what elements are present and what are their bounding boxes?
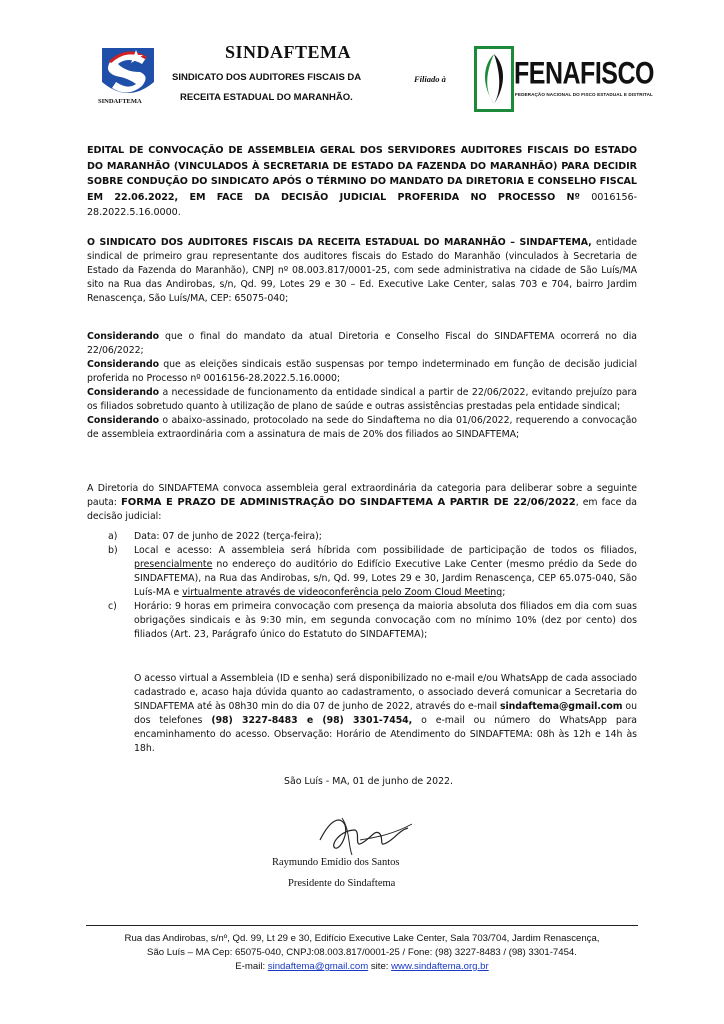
item-horario: Horário: 9 horas em primeira convocação com presença da maioria absoluta dos filiados em dia com suas obrigações sindicais e às 9:30 min, em segunda convocação com no mínimo 10% (dez por cento) dos filiados (Art. 23, Parágrafo único do Estatuto do SINDAFTEMA); (134, 601, 637, 640)
fenafisco-subtitle: FEDERAÇÃO NACIONAL DO FISCO ESTADUAL E DISTRITAL (515, 92, 653, 97)
edital-title-text: EDITAL DE CONVOCAÇÃO DE ASSEMBLEIA GERAL DOS SERVIDORES AUDITORES FISCAIS DO ESTADO DO MARANHÃO (VINCULADOS À SECRETARIA DE ESTADO DA FAZENDA DO MARANHÃO) PARA DECIDIR SOBRE CONDUÇÃO DO SINDICATO APÓS O TÉRMINO DO MANDATO DA DIRETORIA E CONSELHO FISCAL EM 22.06.2022, EM FACE DA DECISÃO JUDICIAL PROFERIDA NO PROCESSO Nº (87, 145, 637, 203)
list-marker: c) (108, 601, 117, 612)
considerando-item (87, 358, 637, 386)
org-subtitle-line1: SINDICATO DOS AUDITORES FISCAIS DA (172, 72, 362, 83)
item-local-text: ; (502, 587, 506, 598)
considerando-text: a necessidade de funcionamento da entidade sindical a partir de 22/06/2022, evitando prejuízo para os filiados sobretudo quanto à utilização de plano de saúde e outras assistências prestadas pela entidade sindical; (87, 387, 637, 412)
footer-divider (86, 925, 638, 926)
place-date: São Luís - MA, 01 de junho de 2022. (284, 776, 453, 787)
edital-title (87, 143, 637, 221)
org-subtitle-line2: RECEITA ESTADUAL DO MARANHÃO. (180, 92, 353, 103)
considerando-item (87, 414, 637, 442)
org-name: SINDAFTEMA (225, 42, 352, 62)
footer-email-link[interactable]: sindaftema@gmail.com (267, 961, 369, 972)
list-item (108, 530, 637, 544)
considerando-item (87, 386, 637, 414)
list-marker: b) (108, 545, 118, 556)
footer-contact (0, 961, 724, 972)
item-date: Data: 07 de junho de 2022 (terça-feira); (134, 531, 322, 542)
considerando-lead: Considerando (87, 415, 160, 426)
convocation-paragraph (87, 482, 637, 524)
list-item (108, 544, 637, 600)
item-local-text: Local e acesso: A assembleia será híbrida com possibilidade de participação de todos os filiados, (134, 545, 637, 556)
footer-site-label: site: (368, 961, 392, 972)
signer-name: Raymundo Emídio dos Santos (272, 857, 400, 868)
filiado-label: Filiado à (414, 74, 446, 84)
access-text: o e-mail ou número do WhatsApp para encaminhamento do acesso. Observação: Horário de Atendimento do SINDAFTEMA: 08h às 12h e 14h às 18h. (134, 715, 637, 754)
convocation-agenda: FORMA E PRAZO DE ADMINISTRAÇÃO DO SINDAFTEMA A PARTIR DE 22/06/2022 (121, 497, 576, 508)
convocation-post: , em face da decisão judicial: (87, 497, 638, 522)
edital-process-number: 0016156-28.2022.5.16.0000. (87, 191, 637, 218)
convocation-items (108, 530, 637, 642)
footer-address-line1: Rua das Andirobas, s/nº, Qd. 99, Lt 29 e 30, Edifício Executive Lake Center, Sala 703/704, Jardim Renascença, (124, 933, 600, 944)
list-marker: a) (108, 531, 118, 542)
access-text: O acesso virtual a Assembleia (ID e senha) será disponibilizado no e-mail e/ou WhatsApp de cada associado cadastrado e, acaso haja dúvida quanto ao cadastramento, o associado deverá comunicar a Secretaria do SINDAFTEMA até às 08h30 min do dia 07 de junho de 2022, através do e-mail (134, 673, 637, 712)
item-local-underline: virtualmente através de videoconferência pelo Zoom Cloud Meeting (182, 587, 503, 598)
signer-role: Presidente do Sindaftema (288, 878, 396, 889)
considerando-lead: Considerando (87, 331, 160, 342)
item-local-underline: presencialmente (134, 559, 213, 570)
access-email: sindaftema@gmail.com (499, 701, 623, 712)
considerando-lead: Considerando (87, 387, 160, 398)
item-local-text: no endereço do auditório do Edifício Executive Lake Center (mesmo prédio da Sede do SINDAFTEMA), na Rua das Andirobas, s/n, Qd. 99, Lotes 29 e 30, Jardim Renascença, CEP 65.075-040, São Luís-MA e (134, 559, 637, 598)
intro-entity: O SINDICATO DOS AUDITORES FISCAIS DA RECEITA ESTADUAL DO MARANHÃO – SINDAFTEMA, (87, 237, 592, 248)
intro-paragraph (87, 236, 637, 306)
intro-rest: entidade sindical de primeiro grau representante dos auditores fiscais do Estado do Maranhão (vinculados à Secretaria de Estado da Fazenda do Maranhão), CNPJ nº 08.003.817/0001-25, com sede administrativa na cidade de São Luís/MA sito na Rua das Andirobas, s/n, Qd. 99, Lotes 29 e 30 – Ed. Executive Lake Center, salas 703 e 704, bairro Jardim Renascença, São Luís/MA, CEP: 65075-040; (87, 237, 637, 304)
considerando-text: que o final do mandato da atual Diretoria e Conselho Fiscal do SINDAFTEMA ocorrerá no dia 22/06/2022; (87, 331, 637, 356)
convocation-pre: A Diretoria do SINDAFTEMA convoca assembleia geral extraordinária da categoria para deliberar sobre a seguinte pauta: (87, 483, 637, 508)
footer-email-label: E-mail: (235, 961, 268, 972)
list-item (108, 600, 637, 642)
access-text: ou dos telefones (134, 701, 637, 726)
footer-address-line2: São Luís – MA Cep: 65075-040, CNPJ:08.003.817/0001-25 / Fone: (98) 3227-8483 / (98) 3301-7454. (147, 947, 577, 958)
considerando-lead: Considerando (87, 359, 160, 370)
access-phones: (98) 3227-8483 e (98) 3301-7454, (211, 715, 413, 726)
considerando-text: o abaixo-assinado, protocolado na sede do Sindaftema no dia 01/06/2022, requerendo a convocação de assembleia extraordinária com a assinatura de mais de 20% dos filiados ao SINDAFTEMA; (87, 415, 637, 440)
sindaftema-logo (96, 42, 160, 106)
considerando-item (87, 330, 637, 358)
fenafisco-logo (474, 46, 514, 112)
considerando-text: que as eleições sindicais estão suspensas por tempo indeterminado em função de decisão judicial proferida no Processo nº 0016156-28.2022.5.16.0000; (87, 359, 637, 384)
footer-site-link[interactable]: www.sindaftema.org.br (391, 961, 489, 972)
fenafisco-name: FENAFISCO (514, 56, 654, 91)
logo-caption: SINDAFTEMA (98, 98, 142, 105)
considerandos-block (87, 330, 637, 442)
access-paragraph (134, 672, 637, 756)
